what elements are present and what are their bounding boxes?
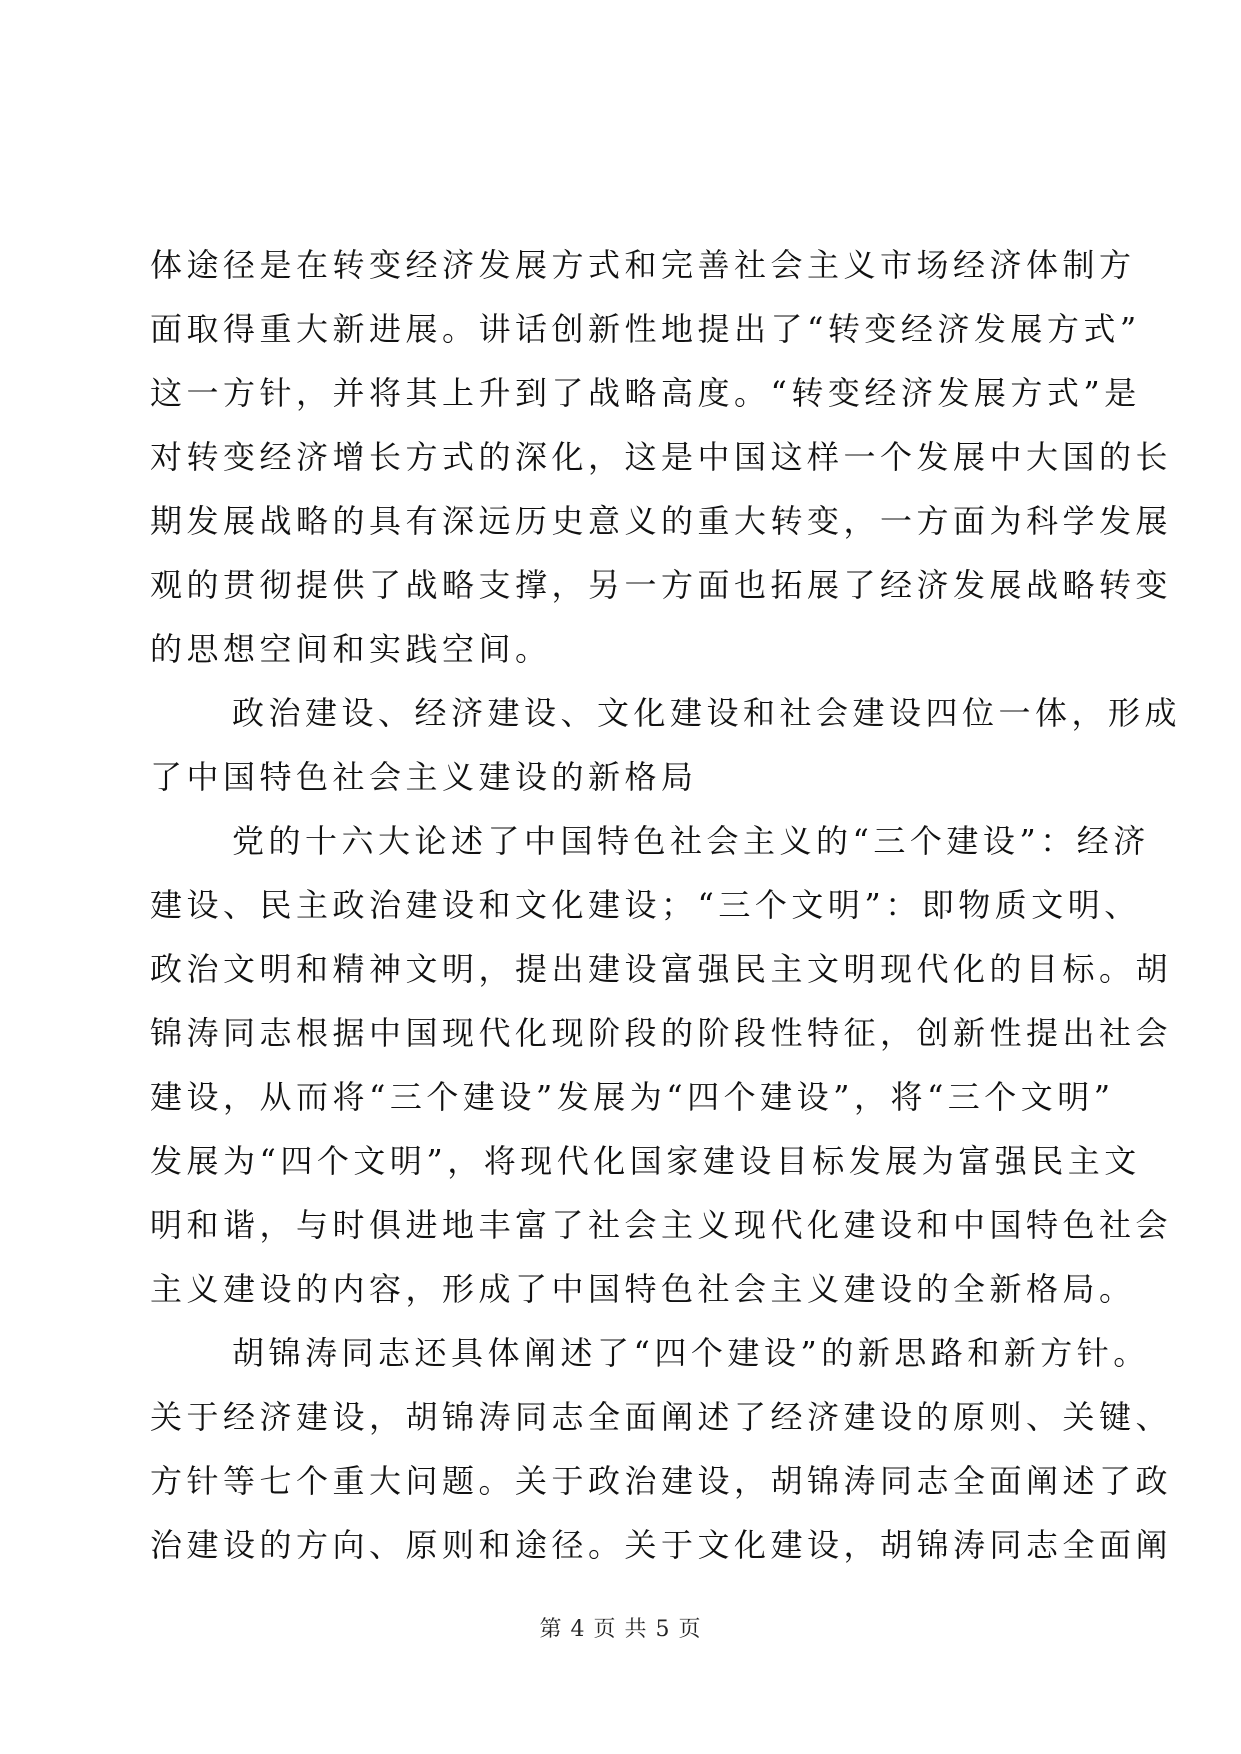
text-line: 方针等七个重大问题。关于政治建设，胡锦涛同志全面阐述了政 [150,1462,1173,1500]
text-line: 期发展战略的具有深远历史意义的重大转变，一方面为科学发展 [150,502,1173,540]
text-line: 胡锦涛同志还具体阐述了“四个建设”的新思路和新方针。 [232,1334,1150,1372]
text-line: 观的贯彻提供了战略支撑，另一方面也拓展了经济发展战略转变 [150,566,1173,604]
text-line: 发展为“四个文明”，将现代化国家建设目标发展为富强民主文 [150,1142,1141,1180]
paragraph-heading-line: 政治建设、经济建设、文化建设和社会建设四位一体，形成 [232,694,1182,732]
text-line: 锦涛同志根据中国现代化现阶段的阶段性特征，创新性提出社会 [150,1014,1173,1052]
text-line: 明和谐，与时俱进地丰富了社会主义现代化建设和中国特色社会 [150,1206,1173,1244]
text-line: 对转变经济增长方式的深化，这是中国这样一个发展中大国的长 [150,438,1173,476]
text-line: 党的十六大论述了中国特色社会主义的“三个建设”：经济 [232,822,1150,860]
text-line: 治建设的方向、原则和途径。关于文化建设，胡锦涛同志全面阐 [150,1526,1173,1564]
text-line: 这一方针，并将其上升到了战略高度。“转变经济发展方式”是 [150,374,1141,412]
paragraph-heading-line: 了中国特色社会主义建设的新格局 [150,758,698,796]
page-number-footer: 第 4 页 共 5 页 [539,1617,702,1642]
text-line: 政治文明和精神文明，提出建设富强民主文明现代化的目标。胡 [150,950,1173,988]
text-line: 建设、民主政治建设和文化建设；“三个文明”：即物质文明、 [150,886,1141,924]
text-line: 面取得重大新进展。讲话创新性地提出了“转变经济发展方式” [150,310,1141,348]
text-line: 主义建设的内容，形成了中国特色社会主义建设的全新格局。 [150,1270,1136,1308]
document-body [150,233,1182,1577]
text-line: 关于经济建设，胡锦涛同志全面阐述了经济建设的原则、关键、 [150,1398,1173,1436]
text-line: 的思想空间和实践空间。 [150,630,552,668]
text-line: 体途径是在转变经济发展方式和完善社会主义市场经济体制方 [150,246,1136,284]
text-line: 建设，从而将“三个建设”发展为“四个建设”，将“三个文明” [150,1078,1115,1116]
